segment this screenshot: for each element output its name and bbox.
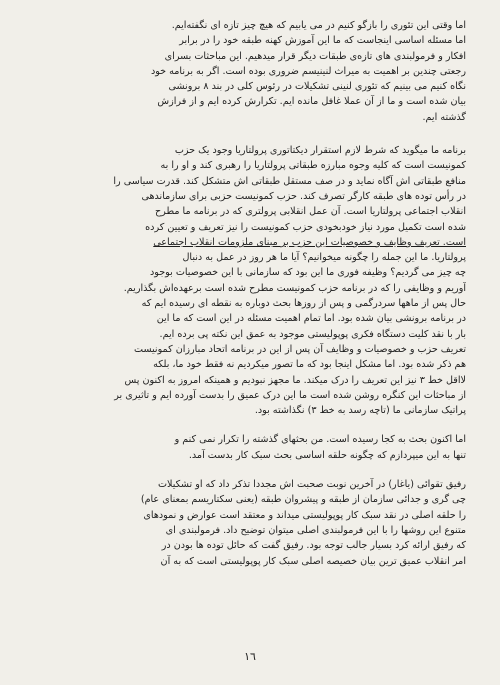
text-line: پرولتاریا. ما این جمله را چگونه میخوانیم؟ آیا ما هر روز در عمل به دنبال (182, 252, 466, 264)
text-line: تنها به این میپردازم که چگونه حلقه اساسی بحث سبک کار بدست آمد. (188, 449, 466, 461)
text-line: نگاه کنیم می بینیم که تئوری لنینی تشکیلات در رئوس کلی در بند ۸ برونشی (168, 81, 466, 93)
text-line: در رأس توده های طبقه کارگر تصرف کند. حزب کمونیست حزبی برای سازماندهی (141, 190, 466, 202)
text-line: لااقل خط ۳ نیز این تعریف را درک میکند. ما مجهز نبودیم و همینکه امروز به اکنون پس (124, 374, 466, 386)
text-line: متنوع این روشها را با این فرمولبندی اصلی میتوان توضیح داد. فرمولبندی ای (165, 524, 466, 536)
paragraph-3 (30, 432, 466, 463)
text-line: را حلقه اصلی در نقد سبک کار پوپولیستی میداند و معتقد است عوارض و نمودهای (143, 509, 466, 521)
text-line: اما مسئله اساسی اینجاست که ما این آموزش کهنه طبقه خود را در برابر (179, 35, 466, 47)
text-line: گذشته ایم. (422, 111, 466, 123)
text-line: چه چیز می گردیم؟ وظیفه فوری ما این بود که سازمانی با این خصوصیات بوجود (150, 267, 466, 279)
text-line: در برنامه برونشی بیان شده بود. اما تمام اهمیت مسئله در این است که ما این (156, 313, 466, 325)
text-line: اما اکنون بحث به کجا رسیده است. من بحثهای گذشته را تکرار نمی کنم و (174, 434, 466, 446)
text-line: شده است تکمیل مورد نیاز خودبخودی حزب کمونیست را نیز تعریف و تعیین کرده (145, 221, 466, 233)
text-line: که رفیق ارائه کرد بسیار جالب توجه بود. رفیق گفت که حائل توده ها بودن در (161, 540, 466, 552)
page-number: ١٦ (244, 650, 256, 663)
text-line: است. تعریف وظایف و خصوصیات این حزب بر مبنای ملزومات انقلاب اجتماعی (153, 236, 466, 248)
paragraph-1 (30, 18, 466, 125)
text-line: آوریم و وظایفی را که در برنامه حزب کمونیست مطرح شده است برعهده‌اش بگذاریم. (123, 282, 466, 294)
text-line: رفیق تقوائی (یاغار) در آخرین نوبت صحبت اش مجددا تذکر داد که او تشکیلات (157, 479, 466, 491)
text-line: هم ذکر شده بود. اما مشکل اینجا بود که ما تصور میکردیم نه فقط خود ما، بلکه (153, 359, 466, 371)
text-line: کمونیست است که کلیه وجوه مبارزه طبقاتی پرولتاریا را رهبری کند و او را به (160, 160, 466, 172)
paragraph-2 (30, 143, 466, 418)
text-line: چی گری و جدائی سازمان از طبقه و پیشروان طبقه (یعنی سکتاریسم بمعنای عام) (140, 494, 466, 506)
text-line: رجعتی چندین بر اهمیت به میراث لنینیسم ضروری بوده است. اگر به برنامه خود (150, 65, 466, 77)
text-line: برنامه ما میگوید که شرط لازم استقرار دیکتاتوری پرولتاریا وجود یک حزب (174, 145, 466, 157)
text-line: بار با نقد کلیت دستگاه فکری پوپولیستی موجود به عمق این نکته پی برده ایم. (159, 328, 466, 340)
text-line: حال پس از ماهها سردرگمی و پس از روزها بحث دوباره به نقطه ای رسیده ایم که (141, 298, 466, 310)
text-line: امر انقلاب عمیق ترین بیان خصیصه اصلی سبک کار پوپولیستی است که به آن (160, 555, 466, 567)
text-line: تعریف حزب و خصوصیات و وظایف آن پس از این در برنامه اتحاد مبارزان کمونیست (134, 343, 466, 355)
text-line: از مباحثات این کنگره روشن شده است ما این درک عمیق را بدست آورده ایم و تاثیری بر (114, 389, 466, 401)
text-line: افکار و فرمولبندی های تازه‌ی طبقات دیگر قرار میدهیم. این مباحثات بسرای (164, 50, 466, 62)
text-line: اما وقتی این تئوری را بازگو کنیم در می یابیم که هیچ چیز تازه ای نگفته‌ایم. (171, 20, 466, 31)
paragraph-4 (30, 477, 466, 569)
text-line: انقلاب اجتماعی پرولتاریا است. آن عمل انقلابی پرولتری که در برنامه ما مطرح (154, 206, 466, 218)
text-line: منافع طبقاتی اش آگاه نماید و در صف مستقل طبقاتی اش متشکل کند. قدرت سیاسی را (113, 175, 466, 187)
text-line: پراتیک سازمانی ما (تاچه رسد به خط ۳) نگذاشته بود. (254, 405, 466, 417)
text-line: بیان شده است و ما از آن عملا غافل مانده ایم. تکرارش کرده ایم و از فرازش (157, 96, 466, 108)
